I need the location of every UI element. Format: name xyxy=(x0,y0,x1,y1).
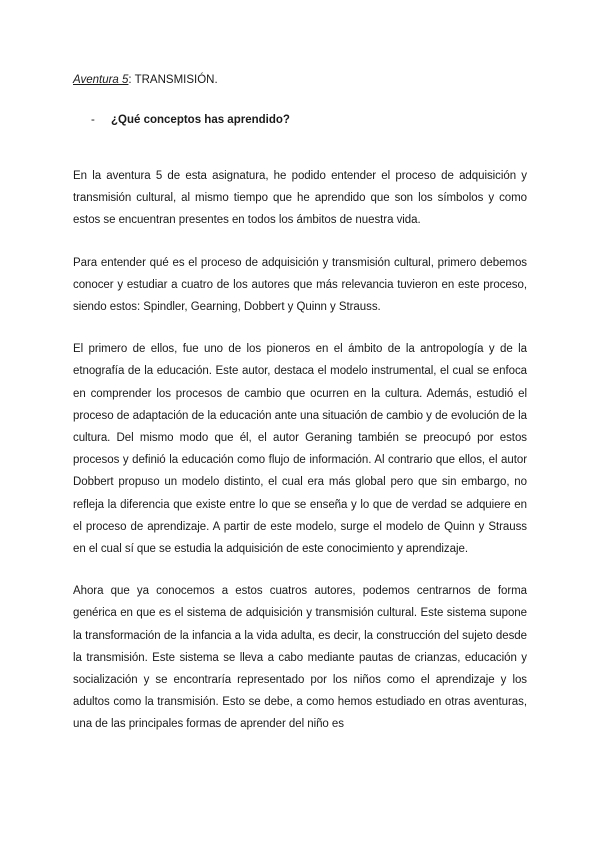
document-heading xyxy=(73,70,527,90)
question-item xyxy=(91,110,527,130)
heading-label: Aventura 5 xyxy=(73,74,129,86)
heading-title: : TRANSMISIÓN. xyxy=(128,74,218,86)
paragraph-1: En la aventura 5 de esta asignatura, he podido entender el proceso de adquisición y transmisión cultural, al mismo tiempo que he aprendido que son los símbolos y como estos se encuentran presentes en todos los ámbitos de nuestra vida. xyxy=(73,170,527,227)
paragraph-4: Ahora que ya conocemos a estos cuatros autores, podemos centrarnos de forma genérica en que es el sistema de adquisición y transmisión cultural. Este sistema supone la transformación de la infancia a la vida adulta, es decir, la construcción del sujeto desde la transmisión. Este sistema se lleva a cabo mediante pautas de crianzas, educación y socialización y se encontraría representado por los niños como el aprendizaje y los adultos como la transmisión. Esto se debe, a como hemos estudiado en otras aventuras, una de las principales formas de aprender del niño es xyxy=(73,585,527,731)
bullet-dash: - xyxy=(91,114,95,126)
paragraph-2: Para entender qué es el proceso de adquisición y transmisión cultural, primero debemos conocer y estudiar a cuatro de los autores que más relevancia tuvieron en este proceso, siendo estos: Spindler, Gearning, Dobbert y Quinn y Strauss. xyxy=(73,256,527,314)
paragraph-3: El primero de ellos, fue uno de los pioneros en el ámbito de la antropología y de la etnografía de la educación. Este autor, destaca el modelo instrumental, el cual se enfoca en comprender los procesos de cambio que ocurren en la cultura. Además, estudió el proceso de adaptación de la educación ante una situación de cambio y de evolución de la cultura. Del mismo modo que él, el autor Geraning también se preocupó por estos procesos y definió la educación como flujo de información. Al contrario que ellos, el autor Dobbert propuso un modelo distinto, el cual era más global pero que sin embargo, no refleja la diferencia que existe entre lo que se enseña y lo que de verdad se adquiere en el proceso de aprendizaje. A partir de este modelo, surge el modelo de Quinn y Strauss en el cual sí que se estudia la adquisición de este conocimiento y aprendizaje. xyxy=(73,343,527,556)
question-text: ¿Qué conceptos has aprendido? xyxy=(111,114,290,126)
